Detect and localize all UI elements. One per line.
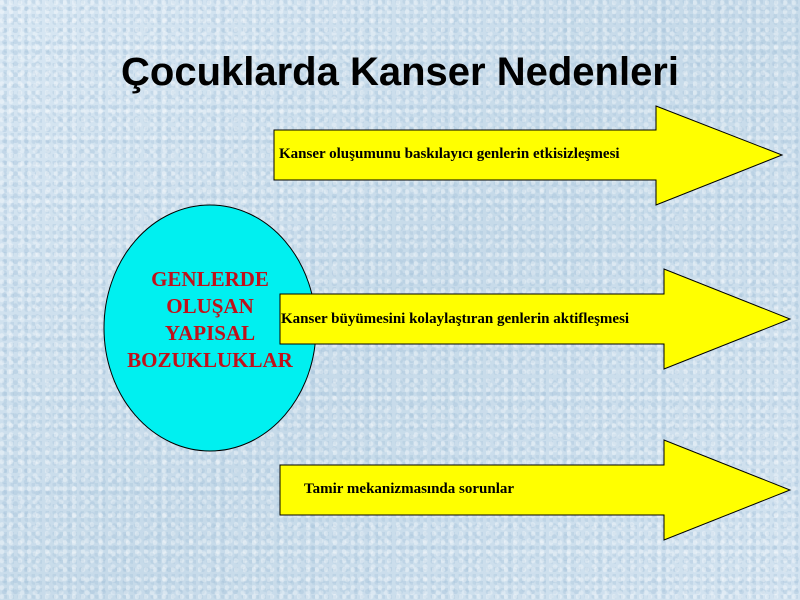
center-node-line-2: OLUŞAN	[166, 294, 254, 318]
arrow-3-label: Tamir mekanizmasında sorunlar	[304, 481, 515, 497]
center-node-line-4: BOZUKLUKLAR	[127, 348, 293, 372]
center-node-line-3: YAPISAL	[164, 321, 256, 345]
center-node-line-1: GENLERDE	[151, 267, 269, 291]
arrow-1-label: Kanser oluşumunu baskılayıcı genlerin etkisizleşmesi	[279, 146, 620, 162]
arrow-2-label: Kanser büyümesini kolaylaştıran genlerin aktifleşmesi	[281, 311, 630, 327]
slide-title: Çocuklarda Kanser Nedenleri	[121, 50, 679, 94]
